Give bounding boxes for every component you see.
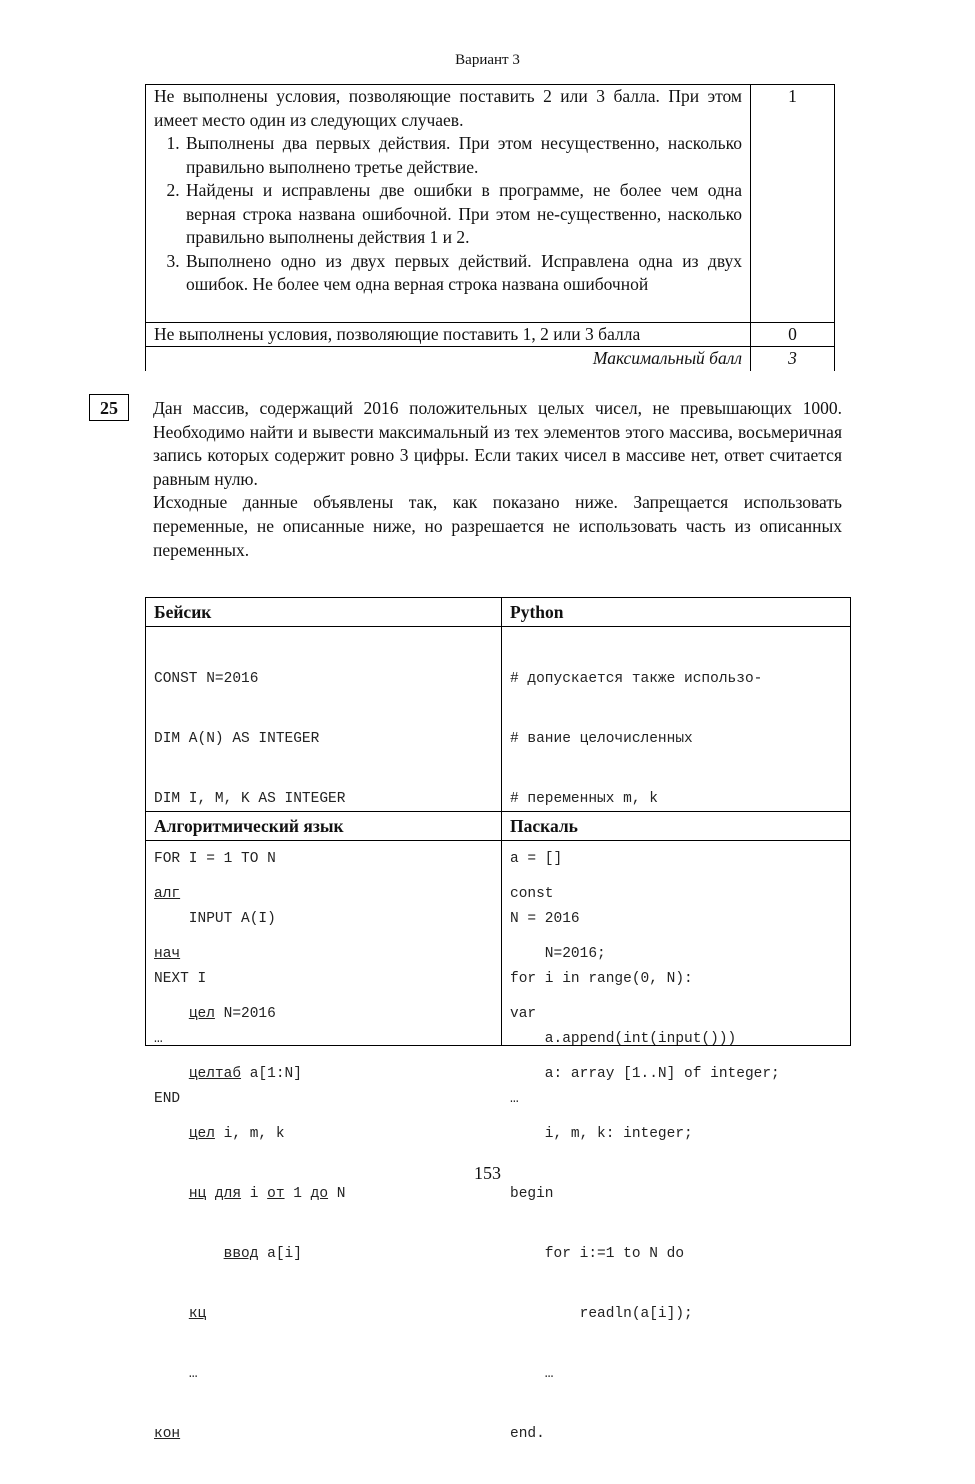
code-line: const: [510, 886, 554, 902]
page-header: Вариант 3: [455, 52, 520, 68]
code-line: end.: [510, 1426, 545, 1442]
page-number: 153: [474, 1163, 501, 1183]
keyword: для: [214, 1186, 242, 1202]
keyword: кц: [188, 1306, 207, 1322]
criteria-row-2: [145, 322, 835, 347]
code-line: …: [510, 1366, 554, 1382]
task-text: [153, 397, 842, 562]
code-line: # переменных m, k: [510, 791, 658, 807]
criteria-text: Не выполнены условия, позволяющие поставить 1, 2 или 3 балла: [146, 323, 751, 347]
criteria-item: 1. Выполнены два первых действия. При этом несущественно, насколько правильно выполнено третье действие.: [184, 132, 742, 179]
code-line: END: [154, 1091, 181, 1107]
code-line: …: [510, 1091, 519, 1107]
keyword: нач: [154, 946, 181, 962]
code-line: CONST N=2016: [154, 671, 259, 687]
code-line: …: [154, 1031, 163, 1047]
code-line: # допускается также использо-: [510, 671, 763, 687]
code-line: # вание целочисленных: [510, 731, 693, 747]
basic-title: Бейсик: [154, 602, 212, 622]
criteria-intro: Не выполнены условия, позволяющие поставить 2 или 3 балла. При этом имеет место один из следующих случаев.: [154, 86, 742, 130]
code-line: a.append(int(input())): [510, 1031, 737, 1047]
pascal-title: Паскаль: [510, 816, 578, 836]
code-line: for i:=1 to N do: [510, 1246, 685, 1262]
code-line: a = []: [510, 851, 563, 867]
keyword: цел: [188, 1126, 215, 1142]
criteria-row-1: [145, 84, 835, 322]
criteria-max-label: Максимальный балл: [146, 347, 751, 371]
keyword: до: [310, 1186, 329, 1202]
criteria-list: [154, 132, 742, 297]
criteria-item: 3. Выполнено одно из двух первых действий. Исправлена одна из двух ошибок. Не более чем одна верная строка названа ошибочной: [184, 250, 742, 297]
code-line: begin: [510, 1186, 554, 1202]
keyword: целтаб: [188, 1066, 242, 1082]
task-paragraph: Дан массив, содержащий 2016 положительных целых чисел, не превышающих 1000. Необходимо найти и вывести максимальный из тех элементов этого массива, восьмеричная запись которых содержит ровно 3 цифры. Если таких чисел в массиве нет, ответ считается равным нулю.: [153, 398, 842, 489]
code-line: a: array [1..N] of integer;: [510, 1066, 780, 1082]
code-line: INPUT A(I): [154, 911, 276, 927]
criteria-score: 1: [788, 86, 797, 106]
task-paragraph: Исходные данные объявлены так, как показано ниже. Запрещается использовать переменные, не описанные ниже, но разрешается не использовать часть из описанных переменных.: [153, 492, 842, 560]
task-number: 25: [89, 394, 129, 421]
keyword: ввод: [223, 1246, 259, 1262]
code-line: N=2016;: [510, 946, 606, 962]
code-line: DIM A(N) AS INTEGER: [154, 731, 320, 747]
code-text: a[1:N]: [241, 1066, 302, 1082]
criteria-row-3: [145, 346, 835, 371]
keyword: алг: [154, 886, 181, 902]
code-text: 1: [284, 1186, 311, 1202]
code-text: a[i]: [258, 1246, 302, 1262]
code-line: for i in range(0, N):: [510, 971, 693, 987]
code-line: N = 2016: [510, 911, 580, 927]
algo-title: Алгоритмический язык: [154, 816, 344, 836]
code-text: [206, 1186, 215, 1202]
python-title: Python: [510, 602, 564, 622]
code-text: i, m, k: [214, 1126, 285, 1142]
code-line: i, m, k: integer;: [510, 1126, 693, 1142]
code-text: N: [328, 1186, 346, 1202]
keyword: цел: [188, 1006, 215, 1022]
code-text: …: [188, 1366, 198, 1382]
code-line: var: [510, 1006, 537, 1022]
criteria-score: 0: [788, 324, 797, 344]
code-text: i: [241, 1186, 268, 1202]
code-line: NEXT I: [154, 971, 207, 987]
criteria-max-score: 3: [788, 348, 797, 368]
code-text: N=2016: [214, 1006, 276, 1022]
keyword: кон: [154, 1426, 181, 1442]
code-line: DIM I, M, K AS INTEGER: [154, 791, 346, 807]
keyword: от: [267, 1186, 285, 1202]
criteria-item: 2. Найдены и исправлены две ошибки в программе, не более чем одна верная строка названа ошибочной. При этом не-существенно, насколько правильно выполнены действия 1 и 2.: [184, 179, 742, 250]
code-line: readln(a[i]);: [510, 1306, 693, 1322]
code-line: FOR I = 1 TO N: [154, 851, 276, 867]
keyword: нц: [188, 1186, 207, 1202]
